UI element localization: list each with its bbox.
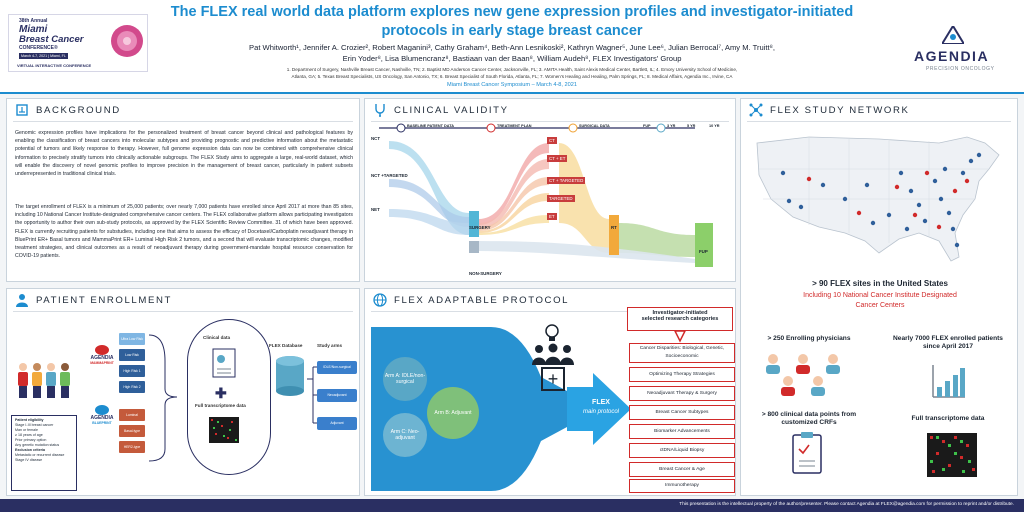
milestone-surgical: SURGICAL DATA xyxy=(579,124,610,128)
database-icon xyxy=(273,355,307,399)
sankey-diagram xyxy=(365,123,737,283)
surgery-node xyxy=(469,211,479,237)
arm-c-circle: Arm C: Neo-adjuvant xyxy=(383,413,427,457)
background-divider xyxy=(13,121,353,122)
conference-name-line1: Miami xyxy=(19,24,48,35)
stat-patients-line-1: Nearly 7000 FLEX enrolled patients xyxy=(893,335,1003,342)
stat-transcriptome-line-1: Full transcriptome data xyxy=(911,415,985,422)
bar-growth-icon xyxy=(931,363,967,399)
milestone-baseline: BASELINE PATIENT DATA xyxy=(407,124,454,128)
milestone-marker xyxy=(657,124,665,132)
protocol-title: FLEX ADAPTABLE PROTOCOL xyxy=(394,294,570,306)
affiliations-line-2: Atlanta, GA; 5. Texas Breast Specialists, US Oncology, San Antonio, TX; 6. Breast Specialist of South Florida, Atlanta, FL; 7. Women's Healing and Healing, Palm Springs, FL; 8. Medical Affairs, Agendia Inc., Irvine, CA xyxy=(291,73,733,79)
mp-result-ultra-low: Ultra Low Risk xyxy=(119,333,145,345)
mammaprint-brand: AGENDIA xyxy=(90,355,114,361)
milestone-fup: FUP xyxy=(643,124,651,128)
node-nct-targeted: NCT +TARGETED xyxy=(371,173,408,178)
flex-network-panel xyxy=(740,98,1018,496)
node-surgery: SURGERY xyxy=(469,225,491,230)
categories-title-box xyxy=(627,307,733,331)
background-header xyxy=(7,99,359,121)
eligibility-item: ≥ 18 years of age xyxy=(15,433,43,437)
flex-network-header xyxy=(741,99,1017,121)
milestone-marker xyxy=(569,124,577,132)
category-ctdna: ctDNA/Liquid Biopsy xyxy=(629,443,735,458)
background-paragraph-2: The target enrollment of FLEX is a minimum of 25,000 patients; over nearly 7,000 patients have enrolled since April 2017 at more than 85 sites, including 10 National Cancer Institute-designated comprehensive cancer centers. The FLEX collaborative platform allows participating investigators the opportunity to author their own sub-study protocols, as approved by the FLEX Scientific Review Committee. 31 of which have been approved. FLEX is currently recruiting patients for substudies, including one that aims to assess the efficacy of Docetaxel/Carboplatin neoadjuvant therapy in BluePrint ER+ Basal tumors and MammaPrint ER+ Luminal High Risk 2 tumors, and a second that will evaluate transcriptomic changes, modified treatment strategies, and clinical outcomes as a result of neoadjuvant therapy during government-mandate hospital resource conservation for COVID-19 patients. xyxy=(15,204,353,260)
category-immunotherapy: Immunotherapy xyxy=(629,479,735,493)
data-ellipse xyxy=(187,319,271,475)
category-age: Breast Cancer & Age xyxy=(629,462,735,477)
title-line-1: The FLEX real world data platform explores new gene expression profiles and investigator-initiated xyxy=(170,4,854,20)
bp-result-luminal: Luminal xyxy=(119,409,145,421)
study-arm-idle: IDLE/Non-surgical xyxy=(317,361,357,374)
globe-icon xyxy=(373,293,387,307)
plus-icon: + xyxy=(541,367,565,391)
bulb-icon xyxy=(541,323,563,343)
clinical-validity-title: CLINICAL VALIDITY xyxy=(394,104,509,116)
milestone-treatment: TREATMENT PLAN xyxy=(497,124,532,128)
stat-physicians-line-1: > 250 Enrolling physicians xyxy=(767,335,851,342)
footer-text: This presentation is the intellectual property of the author/presenter. Please contact Agendia at FLEX@agendia.com for permission to reprint and/or distribute. xyxy=(679,502,1014,507)
clinical-data-label: Clinical data xyxy=(203,335,231,340)
arm-b-circle: Arm B: Adjuvant xyxy=(427,387,479,439)
category-therapy: Optimizing Therapy Strategies xyxy=(629,367,735,382)
bp-result-basal: Basal-type xyxy=(119,425,145,437)
blueprint-brand: AGENDIA xyxy=(90,415,114,421)
milestone-5yr: 5 YR xyxy=(687,124,696,128)
node-rt: RT xyxy=(611,225,617,230)
node-ct: CT xyxy=(549,138,555,143)
arrow-down-icon xyxy=(673,331,687,343)
categories-title-line-1: Investigator-initiated xyxy=(652,310,708,316)
enrollment-heatmap xyxy=(209,417,239,443)
network-icon xyxy=(749,103,763,117)
node-ct-targeted: CT + TARGETED xyxy=(549,178,584,183)
study-arm-adjuvant: Adjuvant xyxy=(317,417,357,430)
milestone-marker xyxy=(397,124,405,132)
node-non-surgery: NON-SURGERY xyxy=(469,271,502,276)
poster-title xyxy=(150,3,874,41)
background-panel xyxy=(6,98,360,282)
flex-database-label: FLEX Database xyxy=(269,343,303,348)
node-ct-et: CT + ET xyxy=(549,156,566,161)
category-neoadjuvant: Neoadjuvant Therapy & Surgery xyxy=(629,386,735,401)
us-map xyxy=(749,129,1011,269)
main-protocol-label: main protocol xyxy=(582,409,620,415)
patient-enrollment-title: PATIENT ENROLLMENT xyxy=(36,294,172,306)
node-targeted: TARGETED xyxy=(549,196,573,201)
category-subtypes: Breast Cancer Subtypes xyxy=(629,405,735,420)
node-et: ET xyxy=(549,214,555,219)
study-arm-neoadjuvant: Neoadjuvant xyxy=(317,389,357,402)
background-title: BACKGROUND xyxy=(36,104,121,116)
mp-result-high-2: High Risk 2 xyxy=(119,381,145,393)
affiliations-line-1: 1. Department of Surgery, Nashville Breast Cancer, Nashville, TN; 2. Baptist MD Anderson Cancer Center, Jacksonville, FL; 3. AMITA Health, Saint Alexis Medical Center, Bartlett, IL; 4. Emory University School of Medicine, xyxy=(286,67,738,72)
clipboard-icon xyxy=(791,431,825,477)
node-net: NET xyxy=(371,207,380,212)
conference-name-line3: CONFERENCE® xyxy=(19,45,58,51)
stat-data-points-line-1: > 800 clinical data points from xyxy=(761,411,857,418)
mp-result-high-1: High Risk 1 xyxy=(119,365,145,377)
eligibility-item: Man or female xyxy=(15,428,38,432)
eligibility-item: Stage I-III breast cancer xyxy=(15,423,54,427)
affiliations xyxy=(150,67,874,80)
category-disparities: Cancer Disparities: Biological, Genetic, Socioeconomic xyxy=(629,343,735,363)
conference-logo xyxy=(8,14,148,72)
flex-network-divider xyxy=(747,121,1011,122)
clinical-validity-divider xyxy=(371,121,729,122)
sites-headline: > 90 FLEX sites in the United States xyxy=(812,279,948,288)
patient-enrollment-panel xyxy=(6,288,360,496)
agendia-logo xyxy=(900,46,1018,80)
blueprint-mark-icon xyxy=(95,405,109,415)
poster-header xyxy=(0,0,1024,92)
rt-node xyxy=(609,215,619,255)
agendia-mark-icon xyxy=(942,26,964,44)
header-divider xyxy=(0,92,1024,94)
mammaprint-mark-icon xyxy=(95,345,109,355)
title-line-2: protocols in early stage breast cancer xyxy=(381,23,643,39)
patient-enrollment-header xyxy=(7,289,359,311)
transcriptome-heatmap xyxy=(927,433,977,477)
stat-patients-line-2: since April 2017 xyxy=(923,343,973,350)
fup-node xyxy=(695,223,713,267)
enrollment-heatmap-cells xyxy=(209,417,239,443)
bp-result-her2: HER2-type xyxy=(119,441,145,453)
milestone-marker xyxy=(487,124,495,132)
footer-bar xyxy=(0,499,1024,512)
bulb-shape-icon xyxy=(541,323,563,343)
agendia-wordmark: AGENDIA xyxy=(914,48,990,64)
symposium-line: Miami Breast Cancer Symposium – March 4-8, 2021 xyxy=(447,82,577,88)
node-nct: NCT xyxy=(371,136,381,141)
conference-name-line2: Breast Cancer xyxy=(19,34,84,45)
milestone-3yr: 3 YR xyxy=(667,124,676,128)
background-paragraph-1: Genomic expression profiles have implications for the personalized treatment of breast cancer beyond clinical and pathological features by enabling the classification of breast cancers into molecular subtypes and providing prognostic and predictive information about the metastatic potential of tumors and likely response to therapy. However, full genome expression data can now be combined with comprehensive clinical information to precisely stratify tumors into clinically actionable subgroups. The FLEX Study aims to aggregate a large, real-world dataset, which will enable the discovery of novel genomic profiles to improve precision in the management of breast cancer, particularly in patient subsets underrepresented in traditional clinical trials. xyxy=(15,130,353,178)
clinical-validity-panel xyxy=(364,98,736,282)
eligibility-item: Any genetic mutation status xyxy=(15,443,60,447)
categories-title-line-2: selected research categories xyxy=(641,316,719,322)
blueprint-product: BLUEPRINT xyxy=(92,421,112,425)
stethoscope-icon xyxy=(373,103,387,117)
mammaprint-product: MAMMAPRINT xyxy=(90,361,114,365)
physicians-icon xyxy=(761,353,851,397)
full-transcriptome-label: Full transcriptome data xyxy=(195,403,246,408)
patient-enrollment-divider xyxy=(13,311,353,312)
authors-line-2: Erin Yoder⁸, Lisa Blumencranz⁸, Bastiaan van der Baan⁸, William Audeh⁸, FLEX Investigators' Group xyxy=(342,54,682,63)
node-fup: FUP xyxy=(699,249,708,254)
stat-patients xyxy=(881,335,1015,351)
eligibility-item: Prior primary option xyxy=(15,438,47,442)
sites-subline-2: Cancer Centers xyxy=(855,302,905,309)
patients-group-icon xyxy=(15,361,81,403)
stat-data-points xyxy=(745,411,873,427)
eligibility-title: Patient eligibility xyxy=(15,418,44,422)
mammaprint-logo xyxy=(87,345,117,365)
exclusion-title: Exclusion criteria xyxy=(15,448,45,452)
clinical-record-icon xyxy=(209,347,243,381)
conference-virtual: VIRTUAL INTERACTIVE CONFERENCE xyxy=(17,63,92,68)
protocol-panel xyxy=(364,288,736,496)
plus-icon: ✚ xyxy=(215,385,227,401)
exclusion-item: Metastatic or recurrent disease xyxy=(15,453,65,457)
flex-network-title: FLEX STUDY NETWORK xyxy=(770,104,910,116)
stat-physicians xyxy=(745,335,873,343)
conference-edition: 38th Annual xyxy=(19,18,48,24)
arm-a-circle: Arm A: IDLE/non-surgical xyxy=(383,357,427,401)
stat-transcriptome xyxy=(881,415,1015,423)
stat-data-points-line-2: customized CRFs xyxy=(781,419,837,426)
agendia-tagline: PRECISION ONCOLOGY xyxy=(926,66,995,72)
blueprint-logo xyxy=(87,405,117,425)
milestone-10yr: 10 YR xyxy=(709,124,720,128)
author-list xyxy=(150,42,874,64)
clinical-validity-header xyxy=(365,99,735,121)
person-icon xyxy=(15,293,29,307)
conference-dates: March 4-7, 2021 | Miami, FL xyxy=(21,54,66,58)
sites-subline-1: Including 10 National Cancer Institute Designated xyxy=(803,292,957,299)
heatmap-cells xyxy=(927,433,977,477)
eligibility-box xyxy=(11,415,77,491)
mp-result-low: Low Risk xyxy=(119,349,145,361)
study-arms-label: Study arms xyxy=(317,343,343,348)
non-surgery-node xyxy=(469,241,479,253)
exclusion-item: Stage IV disease xyxy=(15,458,43,462)
authors-line-1: Pat Whitworth¹, Jennifer A. Crozier², Robert Maganini³, Cathy Graham⁴, Beth-Ann Lesnikoski², Kathryn Wagner⁵, June Lee⁶, Julian Berrocal⁷, Amy M. Truitt⁸, xyxy=(249,43,775,52)
microscope-icon xyxy=(15,103,29,117)
flex-protocol-label: FLEX xyxy=(592,399,610,406)
category-biomarkers: Biomarker Advancements xyxy=(629,424,735,439)
team-icon xyxy=(531,343,575,365)
